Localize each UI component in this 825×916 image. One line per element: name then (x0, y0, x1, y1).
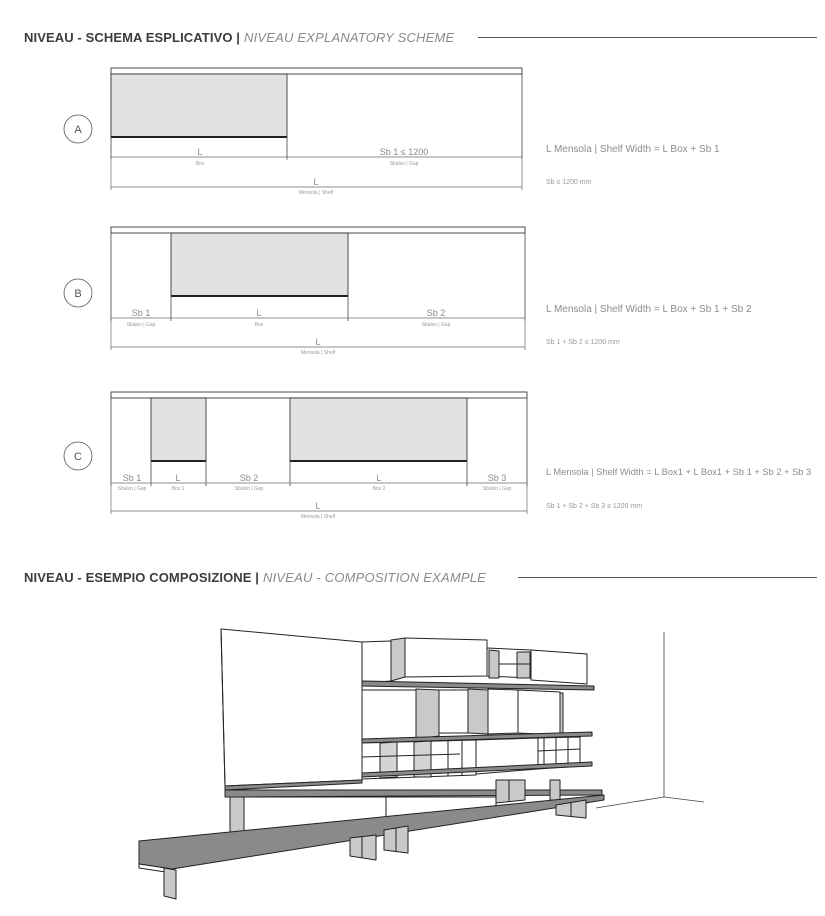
scheme-c-formula: L Mensola | Shelf Width = L Box1 + L Box1 + Sb 1 + Sb 2 + Sb 3 (546, 467, 812, 477)
scheme-b-shelf (111, 227, 525, 233)
scheme-b-dim-box: L (256, 308, 262, 318)
back-panel (221, 629, 362, 786)
scheme-b-badge-label: B (74, 288, 82, 300)
scheme-a-box (111, 74, 287, 137)
scheme-a-dim-total: L (313, 177, 319, 187)
scheme-heading-title: NIVEAU - SCHEMA ESPLICATIVO | (24, 29, 240, 45)
composition-heading-subtitle: NIVEAU - COMPOSITION EXAMPLE (263, 569, 487, 585)
scheme-a-formula: L Mensola | Shelf Width = L Box + Sb 1 (546, 144, 720, 155)
scheme-c-note: Sb 1 + Sb 2 + Sb 3 ≤ 1200 mm (546, 503, 643, 510)
scheme-a-shelf (111, 68, 522, 74)
scheme-heading-subtitle: NIVEAU EXPLANATORY SCHEME (244, 29, 455, 45)
scheme-c-dim-gap2: Sb 2 (239, 473, 259, 483)
scheme-c-shelf (111, 392, 527, 398)
scheme-b-dim-box-sub: Box (254, 322, 264, 328)
scheme-b-dim-gap1-sub: Sbalzo | Gap (126, 322, 156, 328)
bench-support-1 (164, 868, 176, 899)
scheme-c-dim-gap2-sub: Sbalzo | Gap (234, 486, 264, 492)
scheme-b-note: Sb 1 + Sb 2 ≤ 1200 mm (546, 339, 620, 346)
scheme-b-dim-total-sub: Mensola | Shelf (300, 350, 336, 356)
scheme-b-dim-gap2: Sb 2 (426, 308, 446, 318)
scheme-b-dim-total: L (315, 337, 321, 347)
scheme-b (64, 227, 752, 356)
top-box-1 (405, 638, 487, 677)
base-shelf-top (225, 790, 602, 797)
scheme-a-dim-gap-sub: Sbalzo | Gap (389, 161, 419, 167)
scheme-c-dim-total: L (315, 501, 321, 511)
scheme-c-dim-gap3-sub: Sbalzo | Gap (482, 486, 512, 492)
scheme-c-dim-gap3: Sb 3 (487, 473, 507, 483)
scheme-c-dim-box2: L (376, 473, 382, 483)
scheme-a-badge-label: A (74, 124, 82, 136)
scheme-a-dim-box: L (197, 147, 203, 157)
scheme-c-dim-gap1-sub: Sbalzo | Gap (117, 486, 147, 492)
composition-heading-title: NIVEAU - ESEMPIO COMPOSIZIONE | (24, 569, 259, 585)
scheme-a (64, 68, 720, 196)
scheme-c-box-1 (151, 398, 206, 461)
scheme-c-dim-box1: L (175, 473, 181, 483)
scheme-b-dim-gap2-sub: Sbalzo | Gap (421, 322, 451, 328)
scheme-c-box-2 (290, 398, 467, 461)
scheme-c-dim-total-sub: Mensola | Shelf (300, 514, 336, 520)
scheme-b-formula: L Mensola | Shelf Width = L Box + Sb 1 + Sb 2 (546, 304, 752, 315)
bench-support-2 (350, 835, 376, 860)
scheme-a-dim-gap: Sb 1 ≤ 1200 (379, 147, 429, 157)
scheme-c (64, 392, 811, 520)
top-box-2 (531, 650, 587, 684)
scheme-c-dim-box2-sub: Box 2 (372, 486, 386, 492)
scheme-a-note: Sb ≤ 1200 mm (546, 179, 592, 186)
scheme-c-badge-label: C (74, 451, 82, 463)
scheme-b-dim-gap1: Sb 1 (131, 308, 151, 318)
scheme-b-box (171, 233, 348, 296)
scheme-c-dim-box1-sub: Box 1 (171, 486, 185, 492)
composition-illustration (139, 629, 704, 899)
scheme-a-dim-box-sub: Box (195, 161, 205, 167)
scheme-c-dim-gap1: Sb 1 (122, 473, 142, 483)
scheme-a-dim-total-sub: Mensola | Shelf (298, 190, 334, 196)
